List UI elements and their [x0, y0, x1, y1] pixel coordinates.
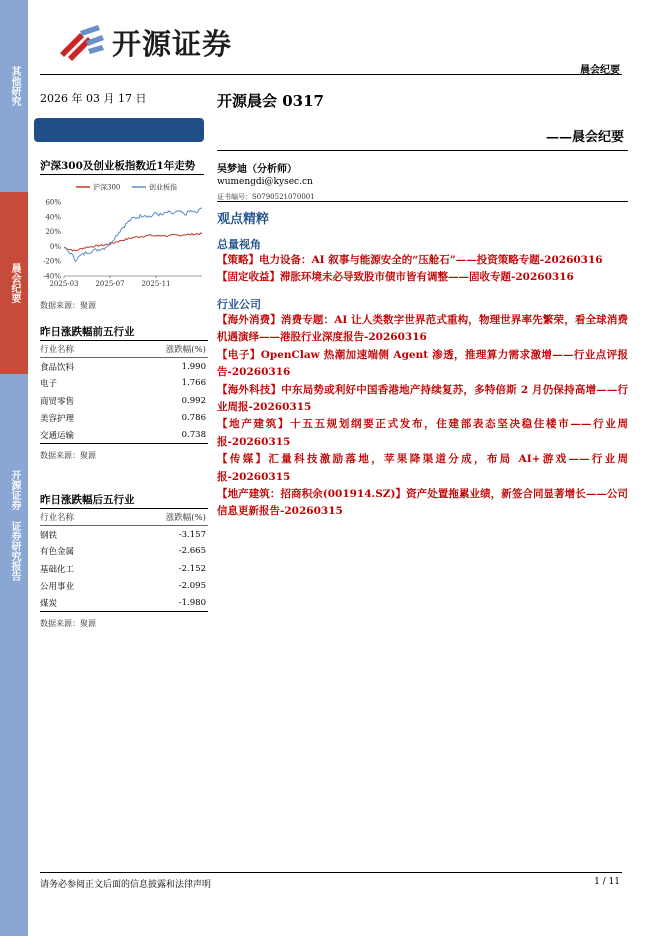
group-title-industry: 行业公司 [217, 298, 261, 311]
industry-name: 煤炭 [40, 598, 58, 609]
table-row [40, 375, 208, 392]
losers-source: 数据来源：聚源 [40, 619, 96, 628]
sidebar-brand [0, 470, 28, 610]
page-subtitle: ——晨会纪要 [545, 130, 624, 145]
table-row [40, 392, 208, 409]
x-tick-label: 2025-11 [141, 280, 171, 288]
table-header-row [40, 341, 208, 358]
change-value: -2.665 [178, 546, 206, 557]
footer-divider [40, 872, 622, 873]
change-value: -2.095 [178, 580, 206, 591]
title-divider [217, 150, 628, 151]
gainers-source: 数据来源：聚源 [40, 451, 96, 460]
logo-text: 开源证券 [112, 27, 233, 61]
change-value: 0.786 [181, 412, 206, 423]
y-tick-label: 60% [45, 198, 61, 207]
viewpoint-link[interactable]: 【电子】OpenClaw 热潮加速端侧 Agent 渗透，推理算力需求激增——行业点评报告-20260316 [217, 348, 628, 379]
x-tick-label: 2025-03 [49, 280, 79, 288]
viewpoint-link[interactable]: 【海外消费】消费专题：AI 让人类数字世界范式重构，物理世界率先繁荣，看全球消费机遇演绎——港股行业深度报告-20260316 [217, 314, 628, 344]
industry-name: 电子 [40, 379, 58, 390]
series-line-chinext [64, 208, 202, 262]
footer-disclaimer: 请务必参阅正文后面的信息披露和法律声明 [40, 880, 212, 890]
group-items-macro [217, 252, 628, 287]
legend-label: 创业板指 [149, 183, 177, 192]
column-header-industry: 行业名称 [40, 513, 75, 524]
table-row [40, 526, 208, 543]
industry-name: 商贸零售 [40, 396, 75, 407]
chart-series [64, 208, 202, 262]
y-tick-label: 20% [45, 228, 61, 237]
viewpoints-title: 观点精粹 [217, 212, 270, 227]
x-tick-label: 2025-07 [95, 280, 125, 288]
group-items-industry [217, 312, 628, 521]
page-title: 开源晨会 0317 [217, 92, 324, 110]
table-row [40, 543, 208, 560]
chart-axes [43, 199, 202, 289]
logo-mark-icon [58, 23, 104, 63]
viewpoint-link[interactable]: 【地产建筑：招商积余(001914.SZ)】资产处置拖累业绩，新签合同显著增长——公司信息更新报告-20260315 [217, 488, 628, 518]
change-value: 1.766 [181, 378, 206, 389]
chart-title: 沪深300及创业板指数近1年走势 [40, 160, 196, 172]
sidebar-category [0, 66, 28, 192]
sidebar-report-type [0, 192, 28, 374]
change-value: -1.980 [178, 597, 206, 608]
table-row [40, 409, 208, 426]
left-sidebar [0, 0, 28, 936]
industry-name: 基础化工 [40, 564, 75, 575]
table-row [40, 594, 208, 611]
sidebar-brand-label: 开源证券 证券研究报告 [9, 470, 20, 581]
page-number: 1 / 11 [594, 877, 620, 887]
analyst-name: 吴梦迪（分析师） [217, 164, 297, 175]
chart-title-divider [40, 174, 204, 175]
analyst-certificate: 证书编号：S0790521070001 [217, 193, 315, 201]
industry-name: 有色金属 [40, 547, 75, 558]
legend-label: 沪深300 [93, 183, 121, 192]
y-tick-label: -20% [43, 257, 61, 266]
index-trend-chart [36, 178, 206, 298]
table-row [40, 426, 208, 443]
viewpoint-link[interactable]: 【传媒】汇量科技激励落地，苹果降渠道分成，布局 AI+游戏——行业周报-20260315 [217, 453, 628, 483]
y-tick-label: -40% [43, 272, 61, 281]
gainers-table [40, 340, 208, 444]
table-row [40, 560, 208, 577]
change-value: 0.992 [181, 395, 206, 406]
viewpoint-link[interactable]: 【海外科技】中东局势或利好中国香港地产持续复苏，多特倍斯 2 月仍保持高增——行业周报-20260315 [217, 383, 628, 414]
report-date: 2026 年 03 月 17 日 [40, 92, 147, 105]
column-header-change: 涨跌幅(%) [165, 513, 206, 524]
industry-name: 钢铁 [40, 530, 58, 541]
industry-name: 交通运输 [40, 430, 75, 441]
table-header-row [40, 509, 208, 526]
change-value: -2.152 [178, 563, 206, 574]
viewpoint-link[interactable]: 【地产建筑】十五五规划纲要正式发布，住建部表态坚决稳住楼市——行业周报-20260315 [217, 418, 628, 448]
losers-table [40, 508, 208, 612]
header-divider [40, 74, 622, 75]
chart-source: 数据来源：聚源 [40, 301, 96, 310]
viewpoint-link[interactable]: 【固定收益】滞胀环境未必导致股市债市皆有调整——固收专题-20260316 [217, 271, 574, 284]
losers-title: 昨日涨跌幅后五行业 [40, 494, 135, 506]
gainers-title: 昨日涨跌幅前五行业 [40, 326, 135, 338]
column-header-change: 涨跌幅(%) [165, 345, 206, 356]
change-value: 1.990 [181, 361, 206, 372]
y-tick-label: 40% [45, 213, 61, 222]
chart-legend [76, 183, 177, 192]
sidebar-category-label: 其他研究 [9, 66, 20, 106]
company-logo [58, 22, 232, 63]
table-row [40, 358, 208, 375]
sidebar-report-type-label: 晨会纪要 [9, 263, 20, 303]
column-header-industry: 行业名称 [40, 345, 75, 356]
series-line-hs300 [64, 233, 202, 251]
change-value: -3.157 [178, 529, 206, 540]
viewpoint-link[interactable]: 【策略】电力设备：AI 叙事与能源安全的“压舱石”——投资策略专题-20260316 [217, 254, 603, 266]
change-value: 0.738 [181, 429, 206, 440]
analyst-email: wumengdi@kysec.cn [217, 177, 313, 187]
date-banner [34, 118, 204, 142]
industry-name: 食品饮料 [40, 362, 75, 373]
y-tick-label: 0% [49, 242, 61, 251]
header-report-type: 晨会纪要 [580, 65, 620, 76]
group-title-macro: 总量视角 [217, 238, 261, 251]
industry-name: 美容护理 [40, 413, 75, 424]
table-row [40, 577, 208, 594]
analyst-divider [217, 201, 628, 202]
industry-name: 公用事业 [40, 581, 75, 592]
